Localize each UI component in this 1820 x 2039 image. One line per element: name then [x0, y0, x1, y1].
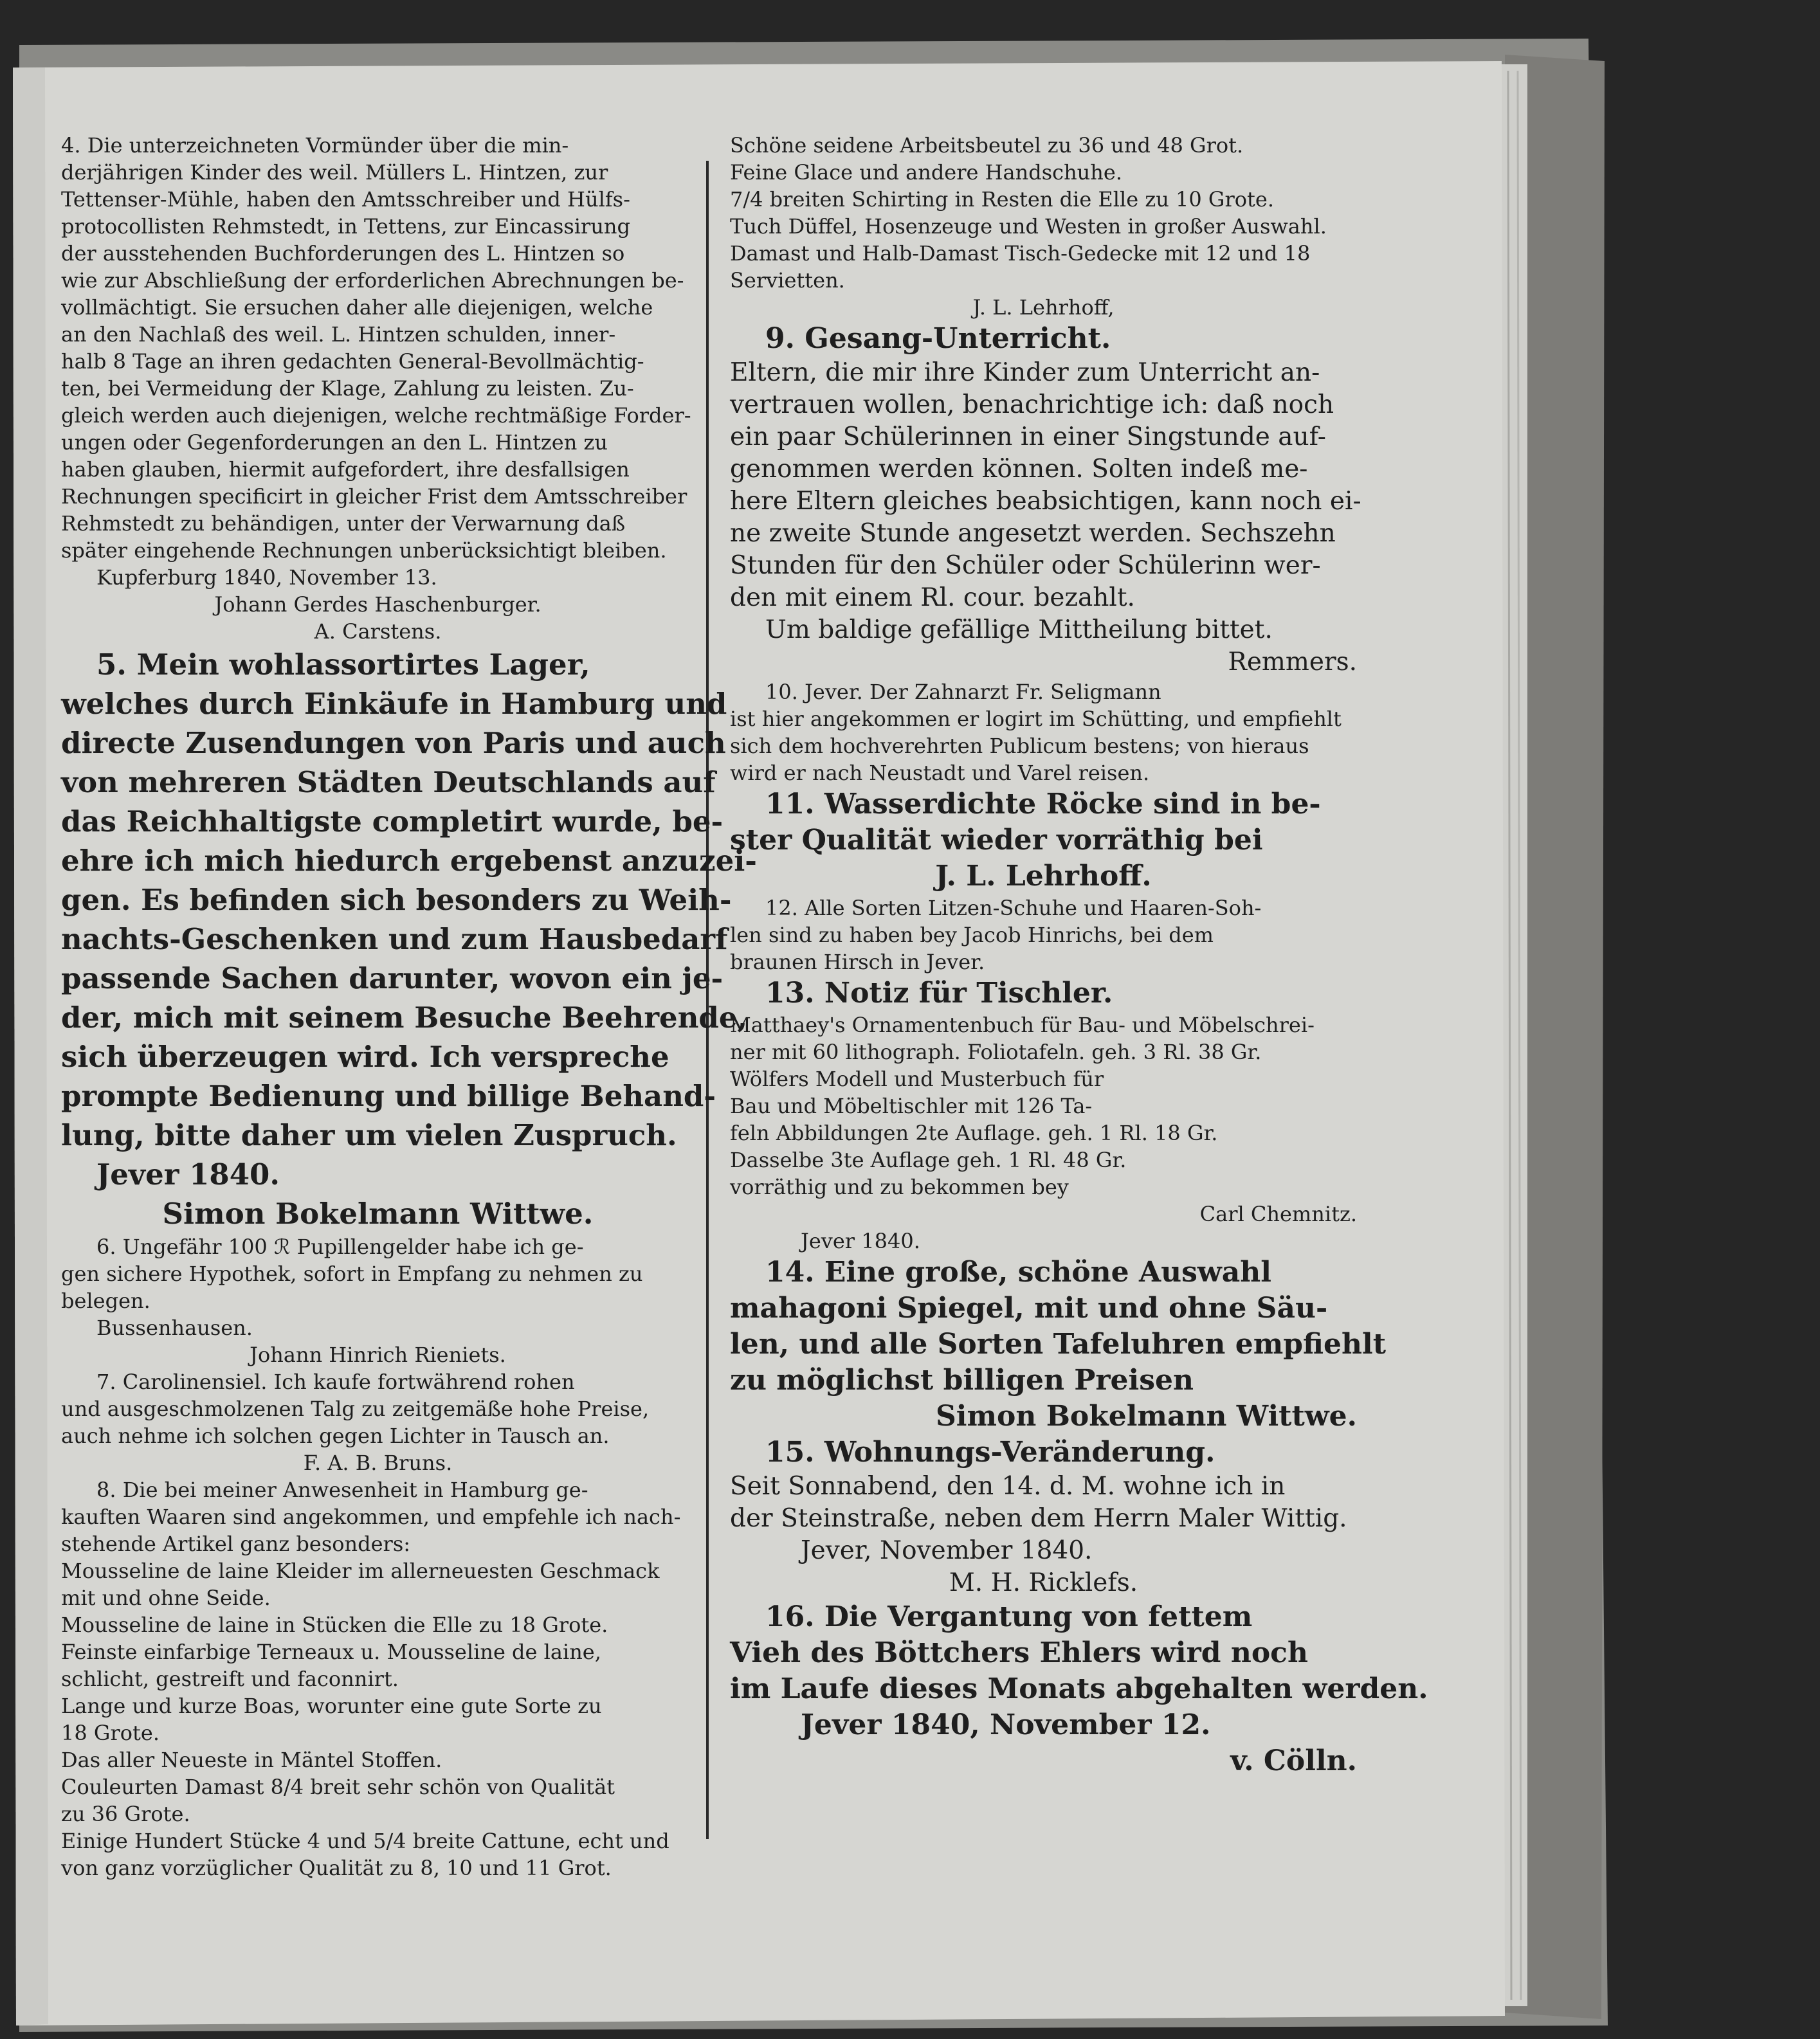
text-line: Damast und Halb-Damast Tisch-Gedecke mit 12 und 18 [730, 241, 1311, 266]
text-line: und ausgeschmolzenen Talg zu zeitgemäße hohe Preise, [61, 1397, 650, 1421]
text-line: Wölfers Modell und Musterbuch für [730, 1067, 1104, 1091]
text-line: Das aller Neueste in Mäntel Stoffen. [61, 1748, 442, 1772]
text-line: Jever 1840. [801, 1229, 920, 1253]
text-line: nachts-Geschenken und zum Hausbedarf [61, 922, 728, 956]
text-line: 7/4 breiten Schirting in Resten die Elle zu 10 Grote. [730, 187, 1274, 212]
text-line: J. L. Lehrhoff. [935, 860, 1152, 893]
text-line: später eingehende Rechnungen unberücksichtigt bleiben. [61, 538, 667, 563]
text-line: 8. Die bei meiner Anwesenheit in Hamburg ge- [96, 1478, 588, 1502]
right-column [730, 132, 1428, 1779]
text-line: Eltern, die mir ihre Kinder zum Unterricht an- [730, 358, 1320, 387]
text-line: Servietten. [730, 268, 845, 293]
text-line: Jever 1840. [96, 1157, 280, 1192]
text-line: mit und ohne Seide. [61, 1586, 271, 1610]
text-line: gen. Es befinden sich besonders zu Weih- [61, 883, 732, 917]
left-column [61, 132, 757, 1881]
text-line: Jever, November 1840. [801, 1536, 1093, 1565]
text-line: vollmächtigt. Sie ersuchen daher alle diejenigen, welche [61, 295, 653, 320]
text-line: haben glauben, hiermit aufgefordert, ihre desfallsigen [61, 457, 630, 482]
text-line: Dasselbe 3te Auflage geh. 1 Rl. 48 Gr. [730, 1148, 1127, 1172]
text-line: sich dem hochverehrten Publicum bestens; von hieraus [730, 734, 1309, 758]
text-line: Remmers. [1228, 648, 1357, 676]
text-line: mahagoni Spiegel, mit und ohne Säu- [730, 1292, 1328, 1325]
text-line: Um baldige gefällige Mittheilung bittet. [765, 615, 1273, 644]
text-line: Lange und kurze Boas, worunter eine gute Sorte zu [61, 1694, 602, 1718]
text-line: 4. Die unterzeichneten Vormünder über die min- [61, 133, 569, 158]
text-line: Mousseline de laine in Stücken die Elle zu 18 Grote. [61, 1613, 608, 1637]
text-line: ist hier angekommen er logirt im Schütting, und empfiehlt [730, 707, 1342, 731]
text-line: vorräthig und zu bekommen bey [730, 1175, 1069, 1199]
text-line: 15. Wohnungs-Veränderung. [765, 1436, 1215, 1469]
text-line: Johann Hinrich Rieniets. [250, 1343, 506, 1367]
text-line: 5. Mein wohlassortirtes Lager, [96, 648, 590, 682]
text-line: ne zweite Stunde angesetzt werden. Sechszehn [730, 519, 1336, 548]
text-line: A. Carstens. [314, 619, 442, 644]
text-line: 13. Notiz für Tischler. [765, 977, 1113, 1010]
text-line: der Steinstraße, neben dem Herrn Maler Wittig. [730, 1504, 1347, 1533]
text-line: Schöne seidene Arbeitsbeutel zu 36 und 48 Grot. [730, 133, 1244, 158]
text-line: derjährigen Kinder des weil. Müllers L. Hintzen, zur [61, 160, 608, 185]
text-line: 18 Grote. [61, 1721, 159, 1745]
text-line: Vieh des Böttchers Ehlers wird noch [730, 1636, 1308, 1669]
text-line: zu möglichst billigen Preisen [730, 1364, 1194, 1397]
text-line: gen sichere Hypothek, sofort in Empfang zu nehmen zu [61, 1262, 643, 1286]
text-line: stehende Artikel ganz besonders: [61, 1532, 411, 1556]
text-line: zu 36 Grote. [61, 1802, 190, 1826]
text-line: Feine Glace und andere Handschuhe. [730, 160, 1122, 185]
text-line: im Laufe dieses Monats abgehalten werden. [730, 1672, 1428, 1705]
text-line: Carl Chemnitz. [1199, 1202, 1357, 1226]
text-line: Rehmstedt zu behändigen, unter der Verwarnung daß [61, 511, 626, 536]
text-line: lung, bitte daher um vielen Zuspruch. [61, 1118, 677, 1152]
text-line: von ganz vorzüglicher Qualität zu 8, 10 und 11 Grot. [61, 1856, 612, 1880]
text-line: ster Qualität wieder vorräthig bei [730, 824, 1263, 856]
text-line: 10. Jever. Der Zahnarzt Fr. Seligmann [765, 680, 1161, 704]
text-line: genommen werden können. Solten indeß me- [730, 455, 1308, 484]
text-line: feln Abbildungen 2te Auflage. geh. 1 Rl. 18 Gr. [730, 1121, 1218, 1145]
text-line: 6. Ungefähr 100 ℛ Pupillengelder habe ich ge- [96, 1235, 584, 1259]
text-line: 9. Gesang-Unterricht. [765, 322, 1111, 355]
text-line: wie zur Abschließung der erforderlichen Abrechnungen be- [61, 268, 684, 293]
text-line: an den Nachlaß des weil. L. Hintzen schulden, inner- [61, 322, 616, 347]
text-line: Rechnungen specificirt in gleicher Frist dem Amtsschreiber [61, 484, 687, 509]
text-line: Bau und Möbeltischler mit 126 Ta- [730, 1094, 1093, 1118]
text-line: protocollisten Rehmstedt, in Tettens, zur Eincassirung [61, 214, 631, 239]
text-line: len, und alle Sorten Tafeluhren empfiehlt [730, 1328, 1387, 1361]
text-line: Matthaey's Ornamentenbuch für Bau- und Möbelschrei- [730, 1013, 1315, 1037]
text-line: passende Sachen darunter, wovon ein je- [61, 961, 723, 995]
text-line: Bussenhausen. [96, 1316, 253, 1340]
text-line: schlicht, gestreift und faconnirt. [61, 1667, 399, 1691]
text-line: halb 8 Tage an ihren gedachten General-Bevollmächtig- [61, 349, 644, 374]
text-line: belegen. [61, 1289, 150, 1313]
text-line: prompte Bedienung und billige Behand- [61, 1079, 716, 1113]
text-line: Jever 1840, November 12. [801, 1708, 1211, 1741]
text-line: J. L. Lehrhoff, [972, 295, 1115, 320]
text-line: das Reichhaltigste completirt wurde, be- [61, 804, 723, 838]
text-line: vertrauen wollen, benachrichtige ich: daß noch [730, 390, 1334, 419]
text-line: here Eltern gleiches beabsichtigen, kann noch ei- [730, 487, 1361, 516]
text-line: sich überzeugen wird. Ich verspreche [61, 1040, 669, 1074]
text-line: braunen Hirsch in Jever. [730, 950, 985, 974]
text-line: Simon Bokelmann Wittwe. [936, 1400, 1357, 1433]
text-line: wird er nach Neustadt und Varel reisen. [730, 761, 1150, 785]
text-line: welches durch Einkäufe in Hamburg und [61, 687, 727, 721]
text-line: ein paar Schülerinnen in einer Singstunde auf- [730, 422, 1326, 451]
text-line: ehre ich mich hiedurch ergebenst anzuzei- [61, 844, 757, 878]
text-line: len sind zu haben bey Jacob Hinrichs, bei dem [730, 923, 1214, 947]
text-line: kauften Waaren sind angekommen, und empfehle ich nach- [61, 1505, 681, 1529]
text-line: Einige Hundert Stücke 4 und 5/4 breite Cattune, echt und [61, 1829, 669, 1853]
text-line: von mehreren Städten Deutschlands auf [61, 765, 716, 799]
text-line: Simon Bokelmann Wittwe. [162, 1197, 594, 1231]
text-line: ner mit 60 lithograph. Foliotafeln. geh. 3 Rl. 38 Gr. [730, 1040, 1262, 1064]
text-line: 7. Carolinensiel. Ich kaufe fortwährend rohen [96, 1370, 575, 1394]
text-line: ungen oder Gegenforderungen an den L. Hintzen zu [61, 430, 608, 455]
text-line: der, mich mit seinem Besuche Beehrende, [61, 1001, 748, 1035]
text-line: directe Zusendungen von Paris und auch [61, 726, 726, 760]
text-line: Couleurten Damast 8/4 breit sehr schön von Qualität [61, 1775, 615, 1799]
text-line: 16. Die Vergantung von fettem [765, 1600, 1253, 1633]
text-line: v. Cölln. [1230, 1744, 1357, 1777]
text-line: gleich werden auch diejenigen, welche rechtmäßige Forder- [61, 403, 691, 428]
text-line: den mit einem Rl. cour. bezahlt. [730, 583, 1135, 612]
text-line: Kupferburg 1840, November 13. [96, 565, 437, 590]
text-line: 11. Wasserdichte Röcke sind in be- [765, 788, 1321, 820]
text-line: Tettenser-Mühle, haben den Amtsschreiber und Hülfs- [61, 187, 630, 212]
text-line: ten, bei Vermeidung der Klage, Zahlung zu leisten. Zu- [61, 376, 634, 401]
text-line: Johann Gerdes Haschenburger. [214, 592, 541, 617]
text-line: Stunden für den Schüler oder Schülerinn wer- [730, 551, 1321, 580]
text-line: F. A. B. Bruns. [303, 1451, 453, 1475]
text-line: 14. Eine große, schöne Auswahl [765, 1256, 1271, 1289]
text-line: Tuch Düffel, Hosenzeuge und Westen in großer Auswahl. [730, 214, 1327, 239]
text-line: Feinste einfarbige Terneaux u. Mousseline de laine, [61, 1640, 601, 1664]
text-line: Mousseline de laine Kleider im allerneuesten Geschmack [61, 1559, 660, 1583]
text-line: Seit Sonnabend, den 14. d. M. wohne ich in [730, 1472, 1286, 1501]
text-line: auch nehme ich solchen gegen Lichter in Tausch an. [61, 1424, 610, 1448]
text-line: M. H. Ricklefs. [949, 1568, 1138, 1597]
text-line: der ausstehenden Buchforderungen des L. Hintzen so [61, 241, 625, 266]
text-line: 12. Alle Sorten Litzen-Schuhe und Haaren-Soh- [765, 896, 1262, 920]
